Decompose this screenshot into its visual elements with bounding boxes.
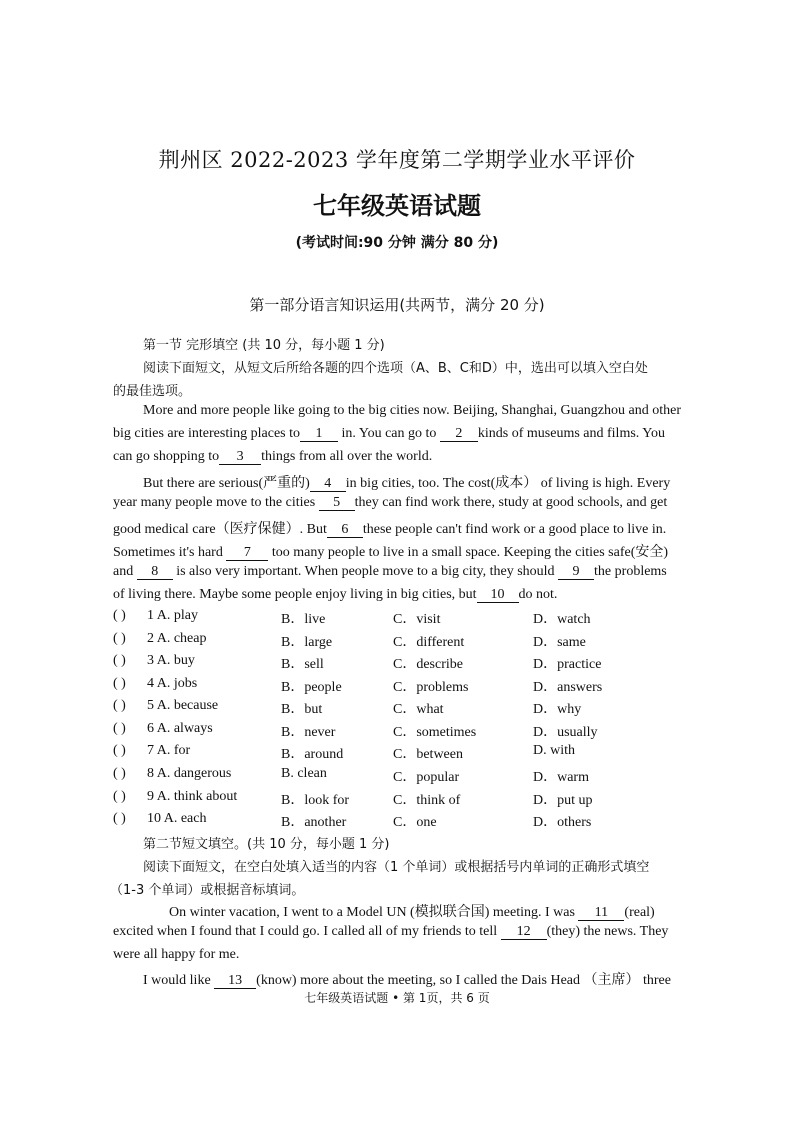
- passage1-line-7: [113, 541, 683, 561]
- passage-text: (they) the news. They: [546, 924, 669, 939]
- option-b[interactable]: B．live: [281, 612, 326, 627]
- option-b[interactable]: B．around: [281, 747, 344, 762]
- option-a[interactable]: 8 A. dangerous: [147, 766, 232, 781]
- passage-text: is also very important. When people move to a big city, they should: [172, 564, 559, 579]
- option-c[interactable]: C．between: [393, 747, 463, 762]
- blank-12[interactable]: 12: [501, 925, 547, 940]
- passage-text: Sometimes it's hard: [113, 545, 227, 560]
- answer-paren[interactable]: ( ): [113, 698, 126, 713]
- answer-paren[interactable]: ( ): [113, 653, 126, 668]
- blank-3[interactable]: 3: [219, 450, 261, 465]
- option-d[interactable]: D. with: [533, 743, 575, 758]
- passage-text: they can find work there, study at good schools, and get: [354, 495, 668, 510]
- option-a[interactable]: 4 A. jobs: [147, 676, 198, 691]
- passage1-line-4: [143, 472, 713, 492]
- option-c[interactable]: C．describe: [393, 657, 463, 672]
- answer-paren[interactable]: ( ): [113, 608, 126, 623]
- question-row-9: [113, 789, 693, 809]
- passage-text: in big cities, too. The cost(成本） of living is high. Every: [345, 476, 671, 491]
- answer-paren[interactable]: ( ): [113, 811, 126, 826]
- passage-text: excited when I found that I could go. I called all of my friends to tell: [113, 924, 501, 939]
- passage1-line-2: [113, 426, 683, 442]
- answer-paren[interactable]: ( ): [113, 789, 126, 804]
- blank-8[interactable]: 8: [137, 565, 173, 580]
- passage1-line-3: [113, 449, 683, 465]
- exam-subtitle: 七年级英语试题: [313, 191, 481, 220]
- question-row-3: [113, 653, 693, 673]
- part1-title: 第一部分语言知识运用(共两节，满分 20 分): [249, 296, 545, 314]
- option-c[interactable]: C．different: [393, 635, 465, 650]
- passage-text: On winter vacation, I went to a Model UN (模拟联合国) meeting. I was: [169, 905, 579, 920]
- section2-title: 第二节短文填空。(共 10 分，每小题 1 分): [143, 837, 390, 852]
- passage2-line-1: [169, 901, 739, 921]
- passage-text: year many people move to the cities: [113, 495, 319, 510]
- answer-paren[interactable]: ( ): [113, 766, 126, 781]
- passage-text: More and more people like going to the big cities now. Beijing, Shanghai, Guangzhou and other: [143, 403, 681, 418]
- passage1-line-9: [113, 587, 683, 603]
- section1-instruction: 阅读下面短文，从短文后所给各题的四个选项（A、B、C和D）中，选出可以填入空白处: [143, 361, 648, 376]
- passage-text: (real): [624, 905, 655, 920]
- blank-5[interactable]: 5: [319, 496, 355, 511]
- question-row-6: [113, 721, 693, 741]
- exam-title: 荆州区 2022-2023 学年度第二学期学业水平评价: [158, 148, 636, 172]
- question-row-10: [113, 811, 693, 831]
- option-a[interactable]: 5 A. because: [147, 698, 219, 713]
- passage-text: I would like: [143, 973, 215, 988]
- option-b[interactable]: B．look for: [281, 793, 350, 808]
- passage-text: the problems: [594, 564, 667, 579]
- option-d[interactable]: D．usually: [533, 725, 598, 740]
- section1-instruction-cont: 的最佳选项。: [113, 384, 192, 399]
- passage2-line-2: [113, 924, 683, 940]
- option-b[interactable]: B．people: [281, 680, 342, 695]
- passage-text: can go shopping to: [113, 449, 220, 464]
- question-row-8: [113, 766, 693, 786]
- option-d[interactable]: D．warm: [533, 770, 589, 785]
- section1-title: 第一节 完形填空 (共 10 分，每小题 1 分): [143, 338, 385, 353]
- blank-6[interactable]: 6: [327, 523, 363, 538]
- passage2-line-3: [113, 947, 683, 963]
- passage-text: But there are serious(严重的): [143, 476, 310, 491]
- option-a[interactable]: 2 A. cheap: [147, 631, 207, 646]
- option-d[interactable]: D．same: [533, 635, 586, 650]
- answer-paren[interactable]: ( ): [113, 721, 126, 736]
- option-c[interactable]: C．visit: [393, 612, 441, 627]
- blank-1[interactable]: 1: [300, 427, 338, 442]
- option-d[interactable]: D．put up: [533, 793, 593, 808]
- option-a[interactable]: 7 A. for: [147, 743, 191, 758]
- option-a[interactable]: 10 A. each: [147, 811, 207, 826]
- option-a[interactable]: 9 A. think about: [147, 789, 238, 804]
- passage1-line-1: [143, 403, 683, 419]
- passage1-line-8: [113, 564, 683, 580]
- passage-text: (know) more about the meeting, so I called the Dais Head （主席） three: [256, 973, 671, 988]
- option-b[interactable]: B．another: [281, 815, 347, 830]
- passage-text: kinds of museums and films. You: [477, 426, 665, 441]
- blank-10[interactable]: 10: [477, 588, 519, 603]
- passage-text: of living there. Maybe some people enjoy living in big cities, but: [113, 587, 477, 602]
- passage-text: do not.: [518, 587, 558, 602]
- blank-13[interactable]: 13: [214, 974, 256, 989]
- question-row-4: [113, 676, 693, 696]
- question-row-5: [113, 698, 693, 718]
- option-b[interactable]: B．but: [281, 702, 323, 717]
- blank-11[interactable]: 11: [578, 906, 624, 921]
- option-d[interactable]: D．why: [533, 702, 582, 717]
- option-b[interactable]: B．sell: [281, 657, 324, 672]
- passage-text: were all happy for me.: [113, 947, 240, 962]
- option-d[interactable]: D．answers: [533, 680, 603, 695]
- option-d[interactable]: D．practice: [533, 657, 602, 672]
- question-row-2: [113, 631, 693, 651]
- passage1-line-6: [113, 518, 683, 538]
- page-footer: 七年级英语试题 • 第 1页，共 6 页: [304, 991, 490, 1005]
- blank-7[interactable]: 7: [226, 546, 268, 561]
- option-b[interactable]: B. clean: [281, 766, 327, 781]
- option-d[interactable]: D．watch: [533, 612, 591, 627]
- passage-text: in. You can go to: [338, 426, 440, 441]
- exam-info: (考试时间:90 分钟 满分 80 分): [295, 235, 499, 251]
- option-a[interactable]: 6 A. always: [147, 721, 213, 736]
- passage-text: good medical care（医疗保健）. But: [113, 522, 327, 537]
- passage-text: big cities are interesting places to: [113, 426, 300, 441]
- section2-instruction-cont: （1-3 个单词）或根据音标填词。: [110, 883, 305, 898]
- blank-9[interactable]: 9: [558, 565, 594, 580]
- option-d[interactable]: D．others: [533, 815, 592, 830]
- question-row-1: [113, 608, 693, 628]
- option-c[interactable]: C．sometimes: [393, 725, 477, 740]
- passage2-line-4: [143, 969, 713, 989]
- passage-text: these people can't find work or a good place to live in.: [362, 522, 667, 537]
- option-b[interactable]: B．large: [281, 635, 333, 650]
- option-a[interactable]: 3 A. buy: [147, 653, 195, 668]
- section2-instruction: 阅读下面短文，在空白处填入适当的内容（1 个单词）或根据括号内单词的正确形式填空: [143, 860, 650, 875]
- option-c[interactable]: C．think of: [393, 793, 461, 808]
- option-c[interactable]: C．what: [393, 702, 444, 717]
- blank-2[interactable]: 2: [440, 427, 478, 442]
- option-b[interactable]: B．never: [281, 725, 336, 740]
- passage-text: and: [113, 564, 137, 579]
- answer-paren[interactable]: ( ): [113, 676, 126, 691]
- answer-paren[interactable]: ( ): [113, 631, 126, 646]
- option-a[interactable]: 1 A. play: [147, 608, 198, 623]
- option-c[interactable]: C．one: [393, 815, 437, 830]
- passage-text: things from all over the world.: [261, 449, 433, 464]
- option-c[interactable]: C．problems: [393, 680, 469, 695]
- question-row-7: [113, 743, 693, 763]
- answer-paren[interactable]: ( ): [113, 743, 126, 758]
- option-c[interactable]: C．popular: [393, 770, 460, 785]
- passage1-line-5: [113, 495, 683, 511]
- blank-4[interactable]: 4: [310, 477, 346, 492]
- passage-text: too many people to live in a small space. Keeping the cities safe(安全): [268, 545, 669, 560]
